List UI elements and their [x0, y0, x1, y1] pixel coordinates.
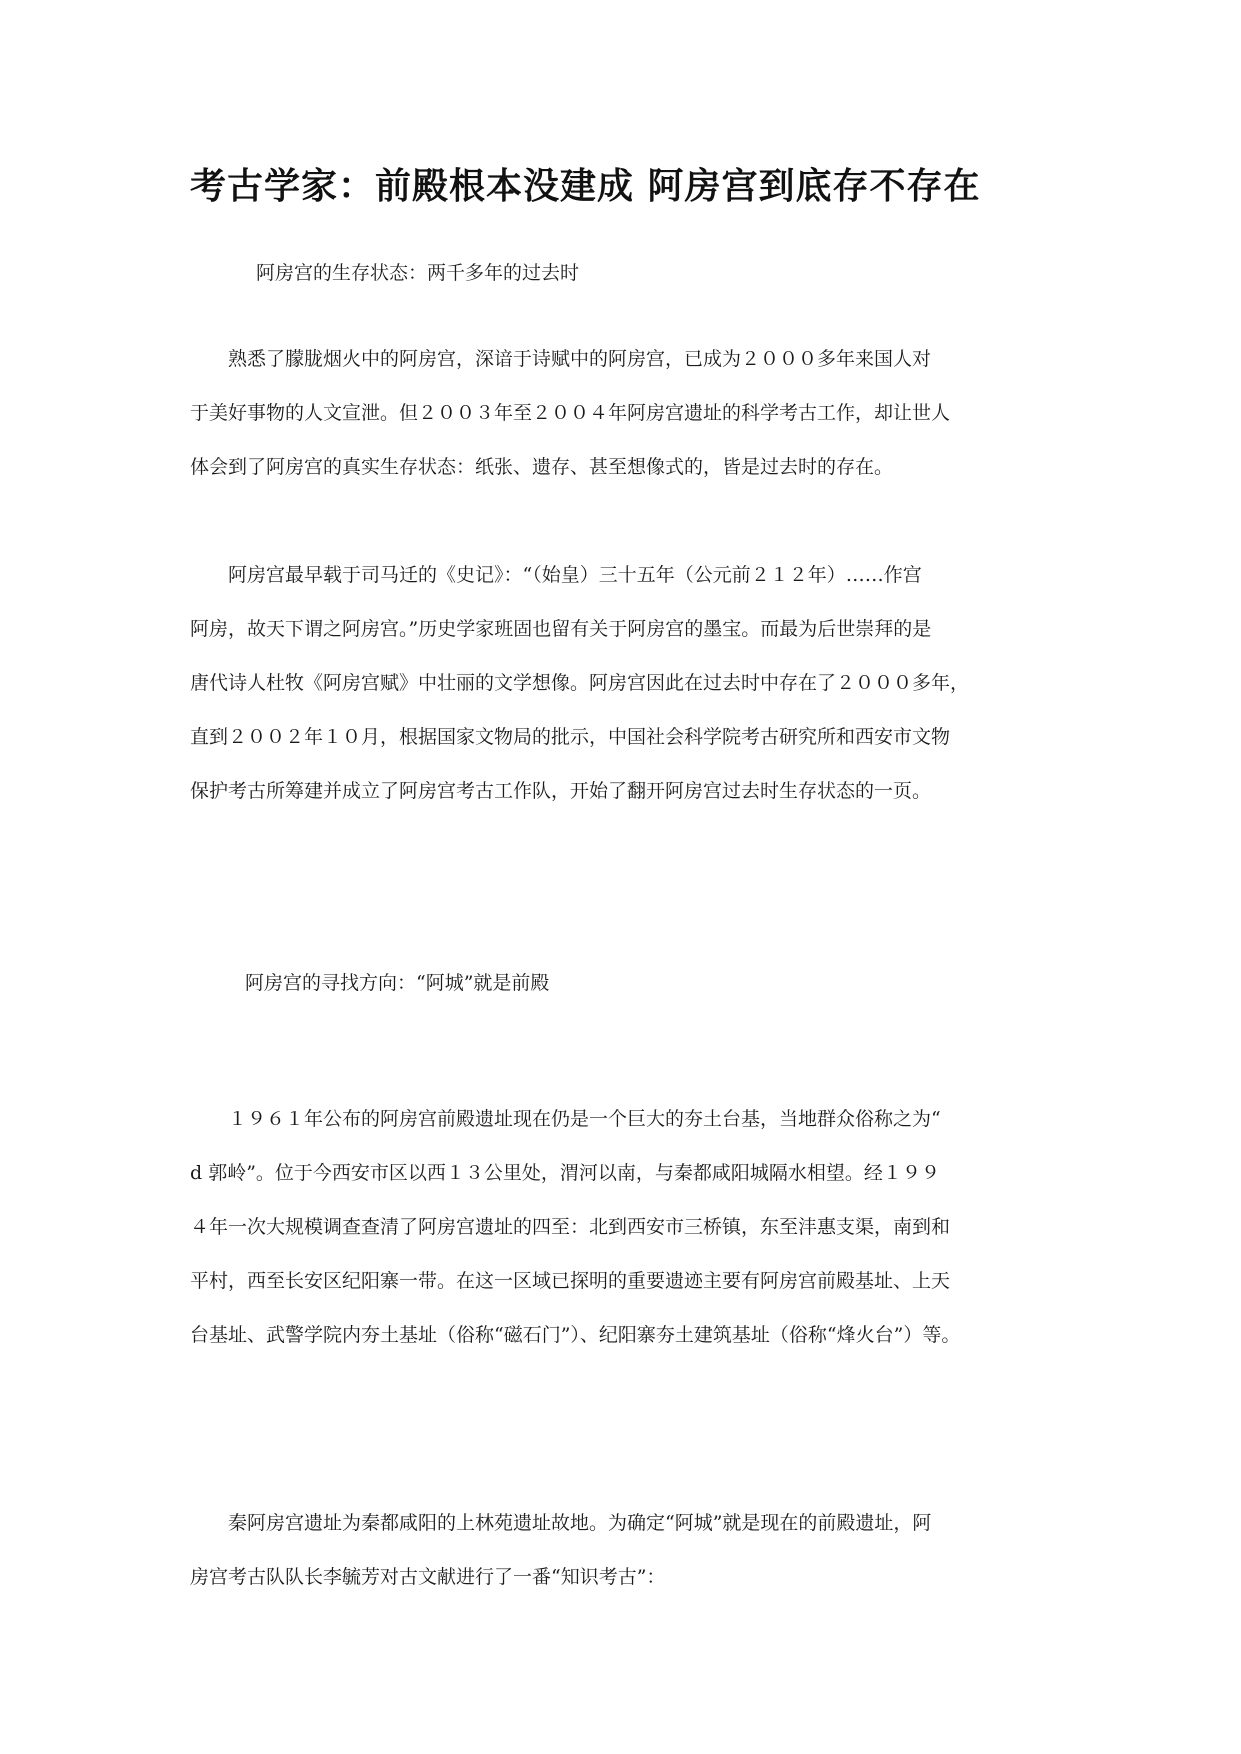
paragraph-4: [190, 1496, 1060, 1604]
paragraph-3-line: 平村，西至长安区纪阳寨一带。在这一区域已探明的重要遗迹主要有阿房宫前殿基址、上天: [190, 1270, 951, 1292]
paragraph-1: [190, 332, 1060, 494]
paragraph-3: [190, 1092, 1060, 1362]
paragraph-2-line: 直到２００２年１０月，根据国家文物局的批示，中国社会科学院考古研究所和西安市文物: [190, 726, 951, 748]
paragraph-3-line: １９６１年公布的阿房宫前殿遗址现在仍是一个巨大的夯土台基，当地群众俗称之为“: [190, 1108, 941, 1130]
paragraph-1-line: 体会到了阿房宫的真实生存状态：纸张、遗存、甚至想像式的，皆是过去时的存在。: [190, 456, 894, 478]
paragraph-3-line: 台基址、武警学院内夯土基址（俗称“磁石门”）、纪阳寨夯土建筑基址（俗称“烽火台”）等。: [190, 1324, 961, 1346]
paragraph-2: [190, 548, 1060, 818]
paragraph-2-line: 唐代诗人杜牧《阿房宫赋》中壮丽的文学想像。阿房宫因此在过去时中存在了２０００多年，: [190, 672, 970, 694]
paragraph-4-line: 秦阿房宫遗址为秦都咸阳的上林苑遗址故地。为确定“阿城”就是现在的前殿遗址，阿: [190, 1512, 932, 1534]
paragraph-2-line: 阿房宫最早载于司马迁的《史记》：“（始皇）三十五年（公元前２１２年）……作宫: [190, 564, 922, 586]
document-subtitle: 阿房宫的生存状态：两千多年的过去时: [256, 262, 580, 284]
paragraph-2-line: 阿房，故天下谓之阿房宫。”历史学家班固也留有关于阿房宫的墨宝。而最为后世崇拜的是: [190, 618, 932, 640]
paragraph-1-line: 于美好事物的人文宣泄。但２００３年至２００４年阿房宫遗址的科学考古工作，却让世人: [190, 402, 951, 424]
paragraph-4-line: 房宫考古队队长李毓芳对古文献进行了一番“知识考古”：: [190, 1566, 666, 1588]
section-heading: 阿房宫的寻找方向：“阿城”就是前殿: [245, 972, 550, 994]
paragraph-2-line: 保护考古所筹建并成立了阿房宫考古工作队，开始了翻开阿房宫过去时生存状态的一页。: [190, 780, 932, 802]
paragraph-3-line: d 郭岭”。位于今西安市区以西１３公里处，渭河以南，与秦都咸阳城隔水相望。经１９９: [190, 1162, 940, 1184]
document-title: 考古学家：前殿根本没建成 阿房宫到底存不存在: [190, 165, 981, 207]
paragraph-3-line: ４年一次大规模调查查清了阿房宫遗址的四至：北到西安市三桥镇，东至沣惠支渠，南到和: [190, 1216, 951, 1238]
paragraph-1-line: 熟悉了朦胧烟火中的阿房宫，深谙于诗赋中的阿房宫，已成为２０００多年来国人对: [190, 348, 932, 370]
